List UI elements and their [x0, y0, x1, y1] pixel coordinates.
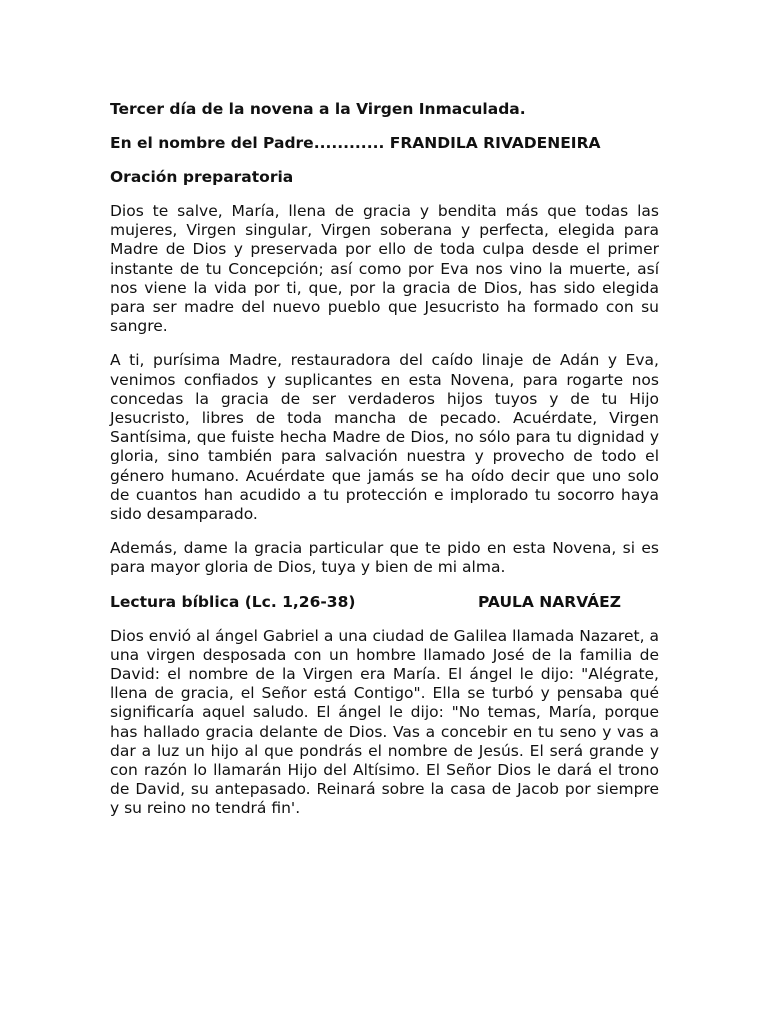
prayer-paragraph-1: Dios te salve, María, llena de gracia y bendita más que todas las mujeres, Virgen singular, Virgen soberana y perfecta, elegida para Madre de Dios y preservada por ello de toda culpa desde el primer instante de tu Concepción; así como por Eva nos vino la muerte, así nos viene la vida por ti, que, por la gracia de Dios, has sido elegida para ser madre del nuevo pueblo que Jesucristo ha formado con su sangre.: [110, 202, 659, 336]
reading-paragraph: Dios envió al ángel Gabriel a una ciudad de Galilea llamada Nazaret, a una virgen desposada con un hombre llamado José de la familia de David: el nombre de la Virgen era María. El ángel le dijo: "Alégrate, llena de gracia, el Señor está Contigo". Ella se turbó y pensaba qué significaría aquel saludo. El ángel le dijo: "No temas, María, porque has hallado gracia delante de Dios. Vas a concebir en tu seno y vas a dar a luz un hijo al que pondrás el nombre de Jesús. El será grande y con razón lo llamarán Hijo del Altísimo. El Señor Dios le dará el trono de David, su antepasado. Reinará sobre la casa de Jacob por siempre y su reino no tendrá fin'.: [110, 626, 659, 818]
reading-reader: PAULA NARVÁEZ: [478, 592, 621, 611]
reading-heading-row: [110, 593, 659, 612]
document-page: [110, 100, 659, 834]
reading-heading: Lectura bíblica (Lc. 1,26-38): [110, 592, 356, 611]
document-title: Tercer día de la novena a la Virgen Inmaculada.: [110, 100, 526, 118]
intro-line: En el nombre del Padre............ FRANDILA RIVADENEIRA: [110, 134, 601, 152]
prayer-heading: Oración preparatoria: [110, 168, 294, 186]
prayer-paragraph-2: A ti, purísima Madre, restauradora del caído linaje de Adán y Eva, venimos confiados y suplicantes en esta Novena, para rogarte nos concedas la gracia de ser verdaderos hijos tuyos y de tu Hijo Jesucristo, libres de toda mancha de pecado. Acuérdate, Virgen Santísima, que fuiste hecha Madre de Dios, no sólo para tu dignidad y gloria, sino también para salvación nuestra y provecho de todo el género humano. Acuérdate que jamás se ha oído decir que uno solo de cuantos han acudido a tu protección e implorado tu socorro haya sido desamparado.: [110, 351, 659, 524]
prayer-paragraph-3: Además, dame la gracia particular que te pido en esta Novena, si es para mayor gloria de Dios, tuya y bien de mi alma.: [110, 539, 659, 577]
